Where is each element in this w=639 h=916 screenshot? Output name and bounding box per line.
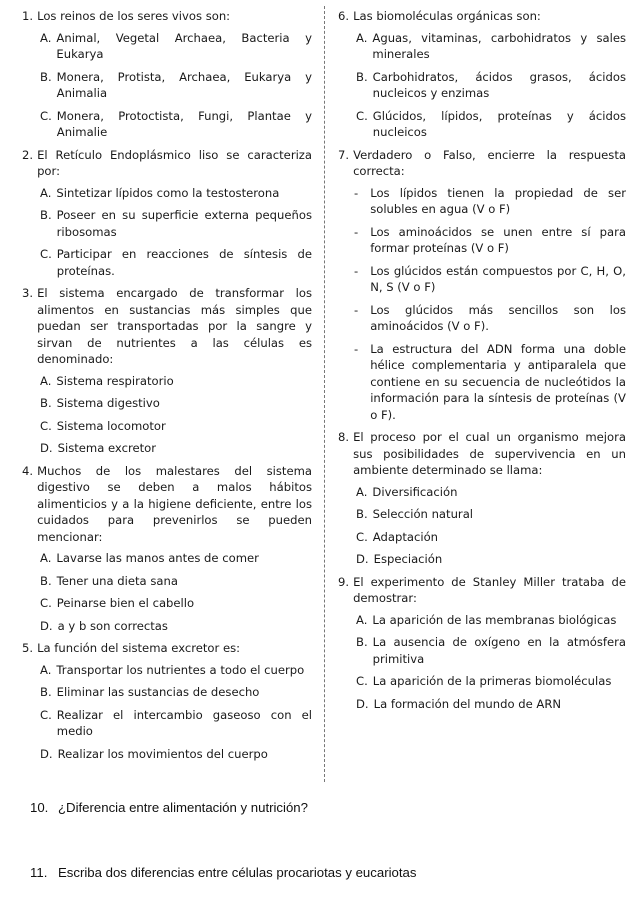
option-b: B. La ausencia de oxígeno en la atmósfera primitiva: [356, 635, 626, 666]
question-text: Muchos de los malestares del sistema digestivo se deben a malos hábitos alimenticios y a la higiene deficiente, entre los cuidados para prevenirlos se pueden mencionar:: [37, 463, 312, 544]
question-number: 7.: [338, 147, 350, 162]
question-text: Los reinos de los seres vivos son:: [37, 9, 231, 23]
question-number: 11.: [30, 865, 48, 880]
option-c: C. Adaptación: [356, 529, 439, 544]
question-5: [22, 640, 312, 762]
option-b: B. Sistema digestivo: [40, 396, 160, 410]
question-number: 2.: [22, 147, 34, 162]
left-column: [22, 8, 312, 768]
option-c: C. Glúcidos, lípidos, proteínas y ácidos nucleicos: [356, 108, 626, 139]
option-b: B. Carbohidratos, ácidos grasos, ácidos nucleicos y enzimas: [356, 69, 626, 100]
question-number: 4.: [22, 463, 34, 478]
question-8: [338, 429, 626, 568]
option-c: C. Monera, Protoctista, Fungi, Plantae y Animalie: [40, 108, 312, 139]
question-text: El experimento de Stanley Miller trataba de demostrar:: [353, 574, 626, 605]
question-text: Verdadero o Falso, encierre la respuesta correcta:: [353, 147, 626, 178]
question-text: ¿Diferencia entre alimentación y nutrición?: [58, 800, 308, 815]
option-c: C. Participar en reacciones de síntesis de proteínas.: [40, 247, 312, 278]
option-c: C. Realizar el intercambio gaseoso con el medio: [40, 707, 312, 738]
true-false-statement: - Los glúcidos más sencillos son los aminoácidos (V o F).: [354, 302, 626, 333]
question-4: [22, 463, 312, 635]
option-b: B. Poseer en su superficie externa pequeños ribosomas: [40, 208, 312, 239]
question-9: [338, 574, 626, 713]
true-false-statement: - Los aminoácidos se unen entre sí para formar proteínas (V o F): [354, 224, 626, 255]
option-a: A. Animal, Vegetal Archaea, Bacteria y Eukarya: [40, 30, 312, 61]
question-7: [338, 147, 626, 424]
true-false-statement: - Los lípidos tienen la propiedad de ser solubles en agua (V o F): [354, 185, 626, 216]
option-b: B. Monera, Protista, Archaea, Eukarya y Animalia: [40, 69, 312, 100]
question-text: Las biomoléculas orgánicas son:: [353, 9, 541, 23]
column-divider: [324, 6, 325, 782]
question-text: Escriba dos diferencias entre células procariotas y eucariotas: [58, 865, 417, 880]
option-a: A. Aguas, vitaminas, carbohidratos y sales minerales: [356, 30, 626, 61]
option-c: C. Sistema locomotor: [40, 418, 166, 433]
question-number: 9.: [338, 574, 350, 589]
true-false-statement: - Los glúcidos están compuestos por C, H, O, N, S (V o F): [354, 263, 626, 294]
question-number: 10.: [30, 800, 49, 815]
option-d: D. a y b son correctas: [40, 618, 168, 633]
option-a: A. La aparición de las membranas biológicas: [356, 612, 617, 627]
question-text: El sistema encargado de transformar los alimentos en sustancias más simples que puedan ser transportadas por la sangre y sirvan de nutrientes a las células es denominado:: [37, 286, 312, 366]
option-a: A. Sintetizar lípidos como la testosterona: [40, 185, 280, 200]
question-11: [30, 865, 416, 880]
option-b: B. Tener una dieta sana: [40, 573, 178, 588]
option-c: C. Peinarse bien el cabello: [40, 596, 195, 610]
option-a: A. Transportar los nutrientes a todo el cuerpo: [40, 662, 305, 677]
option-a: A. Diversificación: [356, 484, 458, 499]
option-d: D. Especiación: [356, 552, 443, 566]
question-text: El Retículo Endoplásmico liso se caracteriza por:: [37, 147, 312, 178]
option-b: B. Eliminar las sustancias de desecho: [40, 685, 260, 699]
question-2: [22, 147, 312, 280]
option-a: A. Sistema respiratorio: [40, 373, 174, 388]
true-false-statement: - La estructura del ADN forma una doble hélice complementaria y antiparalela que contiene en su secuencia de nucleótidos la información para la síntesis de proteínas (V o F).: [354, 341, 626, 422]
option-d: D. Sistema excretor: [40, 441, 157, 455]
question-number: 8.: [338, 430, 350, 444]
option-d: D. La formación del mundo de ARN: [356, 696, 562, 711]
option-c: C. La aparición de la primeras biomoléculas: [356, 674, 612, 688]
question-6: [338, 8, 626, 141]
question-10: [30, 800, 308, 815]
question-3: [22, 285, 312, 457]
option-d: D. Realizar los movimientos del cuerpo: [40, 746, 268, 761]
option-a: A. Lavarse las manos antes de comer: [40, 551, 259, 565]
question-number: 1.: [22, 9, 34, 23]
option-b: B. Selección natural: [356, 507, 474, 521]
right-column: [338, 8, 626, 718]
question-text: La función del sistema excretor es:: [37, 641, 241, 655]
question-text: El proceso por el cual un organismo mejora sus posibilidades de supervivencia en un ambiente determinado se llama:: [353, 430, 626, 477]
question-1: [22, 8, 312, 141]
question-number: 5.: [22, 641, 34, 655]
question-number: 6.: [338, 9, 350, 23]
question-number: 3.: [22, 286, 34, 300]
